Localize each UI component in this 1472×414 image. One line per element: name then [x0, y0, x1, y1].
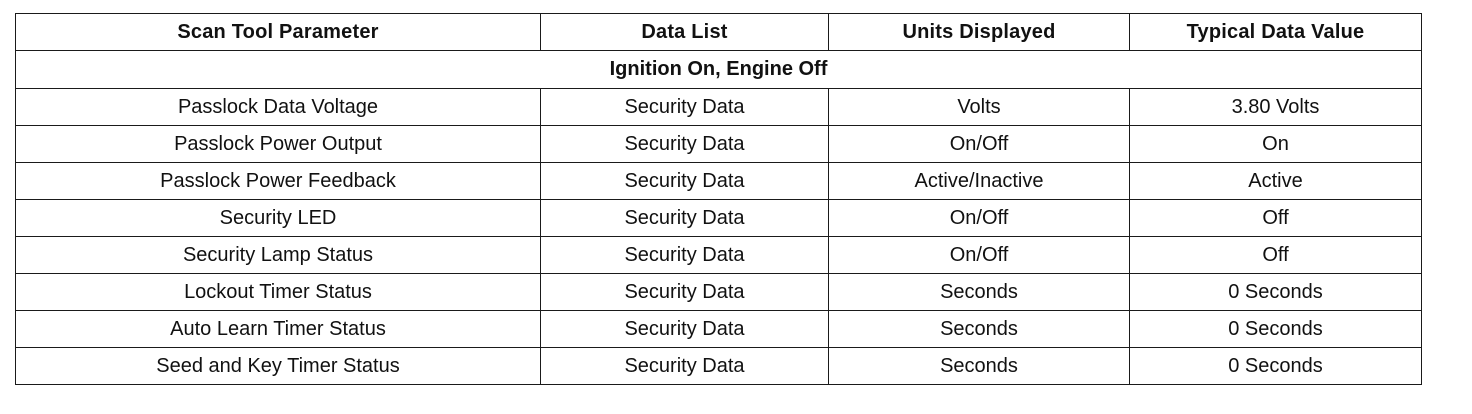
- cell-typical-value: Off: [1130, 200, 1422, 237]
- header-data-list: Data List: [541, 14, 829, 51]
- table-row: [16, 163, 1422, 200]
- cell-units: On/Off: [829, 126, 1130, 163]
- cell-parameter: Lockout Timer Status: [16, 274, 541, 311]
- scan-tool-data-table: [15, 13, 1422, 385]
- cell-data-list: Security Data: [541, 348, 829, 385]
- cell-units: Active/Inactive: [829, 163, 1130, 200]
- cell-units: On/Off: [829, 237, 1130, 274]
- section-heading: Ignition On, Engine Off: [16, 51, 1422, 89]
- cell-units: On/Off: [829, 200, 1130, 237]
- section-row: [16, 51, 1422, 89]
- cell-units: Volts: [829, 89, 1130, 126]
- cell-units: Seconds: [829, 274, 1130, 311]
- cell-typical-value: 0 Seconds: [1130, 274, 1422, 311]
- cell-typical-value: 0 Seconds: [1130, 348, 1422, 385]
- table-row: [16, 126, 1422, 163]
- cell-typical-value: 0 Seconds: [1130, 311, 1422, 348]
- table-row: [16, 89, 1422, 126]
- table-row: [16, 200, 1422, 237]
- cell-data-list: Security Data: [541, 274, 829, 311]
- cell-typical-value: 3.80 Volts: [1130, 89, 1422, 126]
- table-row: [16, 348, 1422, 385]
- cell-data-list: Security Data: [541, 163, 829, 200]
- cell-parameter: Auto Learn Timer Status: [16, 311, 541, 348]
- cell-parameter: Seed and Key Timer Status: [16, 348, 541, 385]
- cell-parameter: Passlock Power Feedback: [16, 163, 541, 200]
- cell-data-list: Security Data: [541, 200, 829, 237]
- cell-data-list: Security Data: [541, 311, 829, 348]
- cell-typical-value: Off: [1130, 237, 1422, 274]
- cell-parameter: Security Lamp Status: [16, 237, 541, 274]
- cell-parameter: Security LED: [16, 200, 541, 237]
- cell-data-list: Security Data: [541, 126, 829, 163]
- cell-parameter: Passlock Data Voltage: [16, 89, 541, 126]
- cell-typical-value: On: [1130, 126, 1422, 163]
- header-typical-data-value: Typical Data Value: [1130, 14, 1422, 51]
- header-scan-tool-parameter: Scan Tool Parameter: [16, 14, 541, 51]
- cell-parameter: Passlock Power Output: [16, 126, 541, 163]
- header-units-displayed: Units Displayed: [829, 14, 1130, 51]
- table-row: [16, 274, 1422, 311]
- cell-data-list: Security Data: [541, 237, 829, 274]
- table-row: [16, 311, 1422, 348]
- header-row: [16, 14, 1422, 51]
- cell-units: Seconds: [829, 348, 1130, 385]
- table-row: [16, 237, 1422, 274]
- scan-tool-data-sheet: [15, 13, 1421, 385]
- cell-typical-value: Active: [1130, 163, 1422, 200]
- cell-data-list: Security Data: [541, 89, 829, 126]
- cell-units: Seconds: [829, 311, 1130, 348]
